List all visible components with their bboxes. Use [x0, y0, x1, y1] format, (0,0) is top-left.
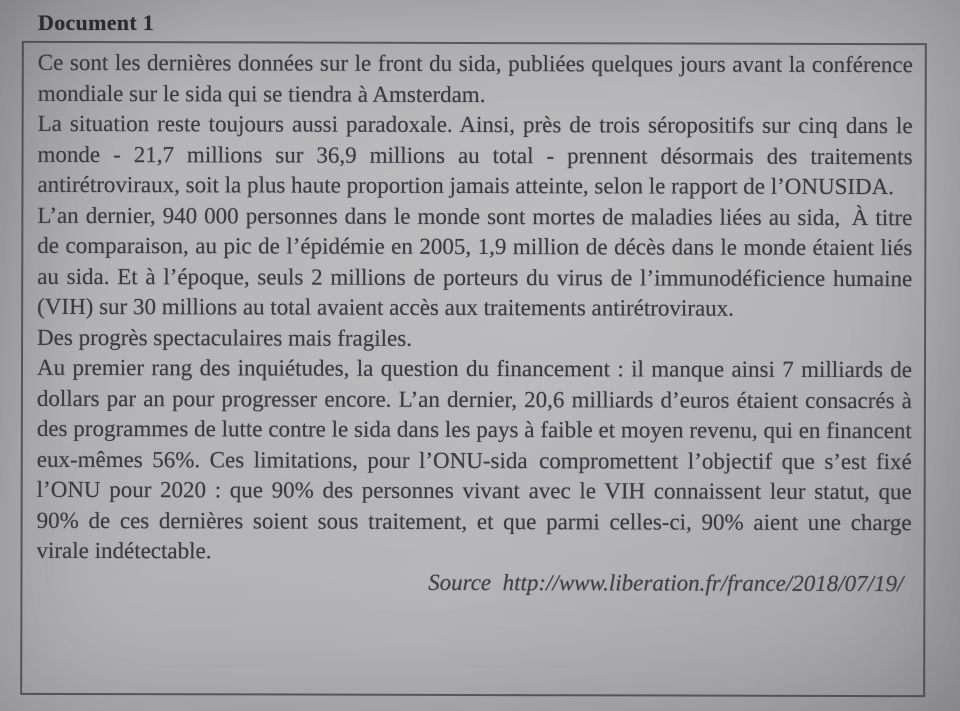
source-citation: Source http://www.liberation.fr/france/2018/07/19/ [428, 569, 904, 596]
document-text-box [20, 41, 927, 697]
paragraph-deaths: L’an dernier, 940 000 personnes dans le monde sont mortes de maladies liées au sida, À titre de comparaison, au pic de l’épidémie en 2005, 1,9 million de décès dans le monde étaient liés au sida. Et à l’époque, seuls 2 millions de porteurs du virus de l’immunodéficience humaine (VIH) sur 30 millions au total avaient accès aux traitements antirétroviraux. [37, 202, 913, 321]
paragraph-situation: La situation reste toujours aussi paradoxale. Ainsi, près de trois séropositifs sur cinq dans le monde - 21,7 millions sur 36,9 millions au total - prennent désormais des traitements antirétroviraux, soit la plus haute proportion jamais atteinte, selon le rapport de l’ONUSIDA. [37, 110, 913, 200]
paragraph-financing: Au premier rang des inquiétudes, la question du financement : il manque ainsi 7 milliards de dollars par an pour progresser encore. L’an dernier, 20,6 milliards d’euros étaient consacrés à des programmes de lutte contre le sida dans les pays à faible et moyen revenu, qui en financent eux-mêmes 56%. Ces limitations, pour l’ONU-sida compromettent l’objectif que s’est fixé l’ONU pour 2020 : que 90% des personnes vivant avec le VIH connaissent leur statut, que 90% de ces dernières soient sous traitement, et que parmi celles-ci, 90% aient une charge virale indétectable. [36, 354, 913, 564]
paragraph-progress: Des progrès spectaculaires mais fragiles. [37, 324, 413, 351]
document-title: Document 1 [38, 10, 155, 35]
paragraph-intro: Ce sont les dernières données sur le front du sida, publiées quelques jours avant la conférence mondiale sur le sida qui se tiendra à Amsterdam. [37, 49, 913, 107]
